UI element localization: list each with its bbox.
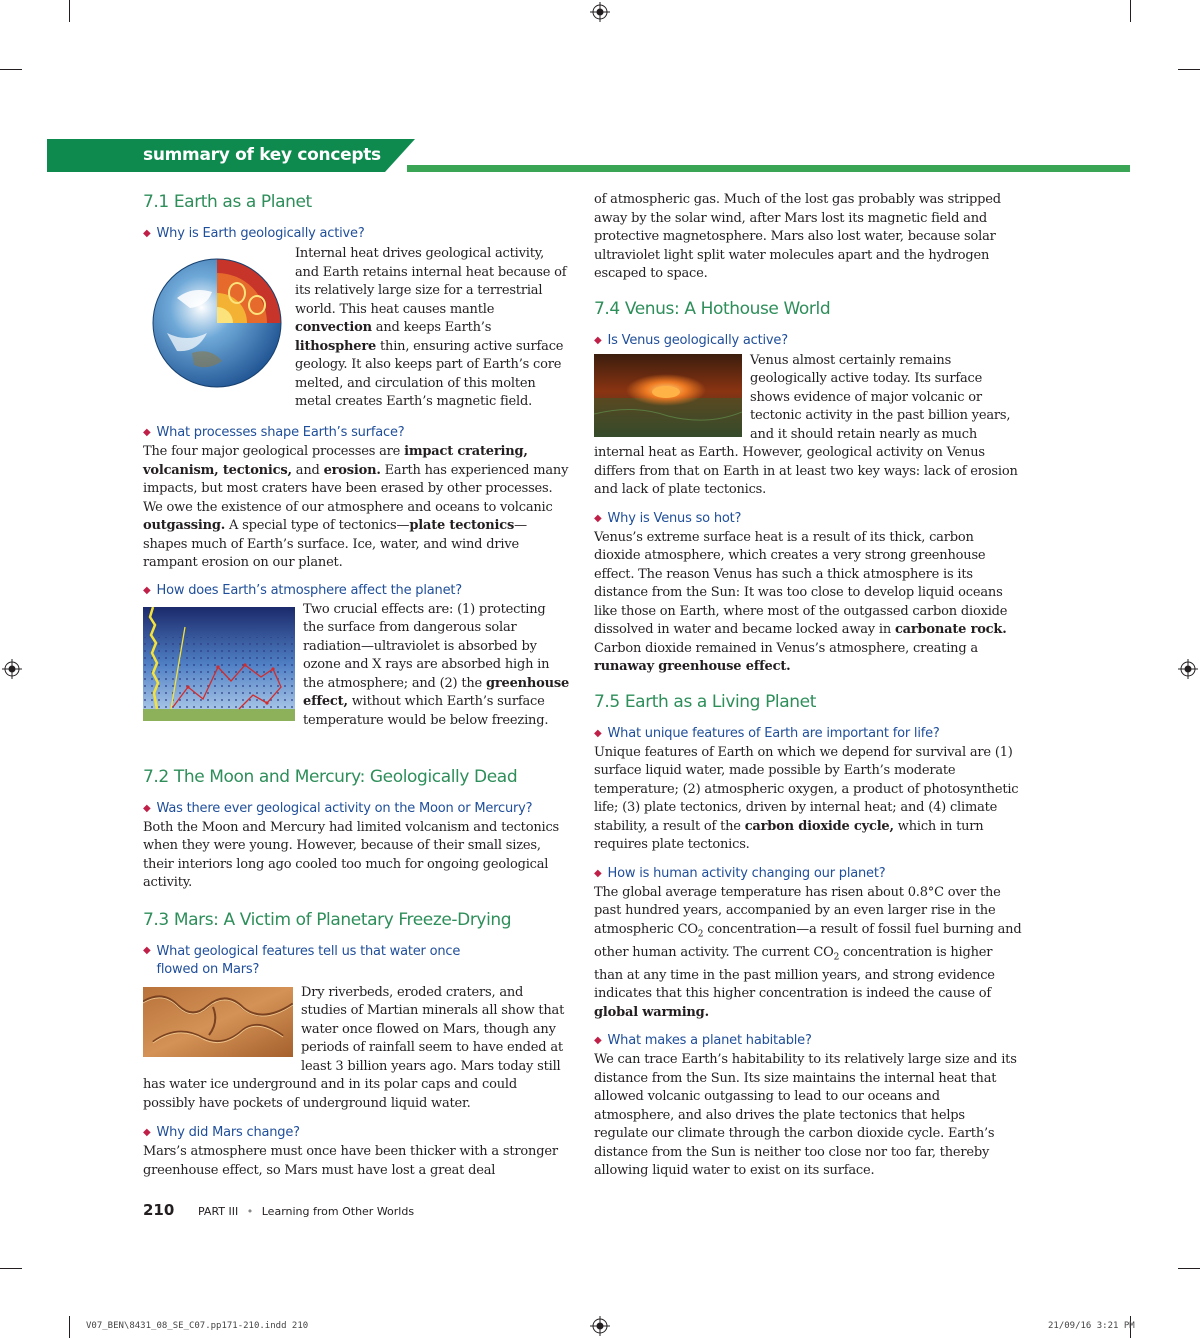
- question-heading: ◆ What geological features tell us that water once flowed on Mars?: [143, 943, 461, 977]
- registration-mark-icon: [590, 2, 610, 22]
- question-heading: ◆ What unique features of Earth are important for life?: [594, 725, 940, 741]
- section-title-7-3: 7.3 Mars: A Victim of Planetary Freeze-Drying: [143, 909, 512, 930]
- paragraph: The global average temperature has risen about 0.8°C over the past hundred years, accompanied by an even larger rise in the atmospheric $CO_2$ concentration—a result of fossil fuel burning and other human activity. The current $CO_2$ concentration is higher than at any time in the past million years, and strong evidence indicates that this higher concentration is indeed the cause of global warming.: [594, 884, 1022, 1020]
- question-heading: ◆ Why is Earth geologically active?: [143, 226, 365, 241]
- question-heading: ◆ How is human activity changing our planet?: [594, 865, 886, 881]
- paragraph: Unique features of Earth on which we depend for survival are (1) surface liquid water, made possible by Earth’s moderate temperature; (2) atmospheric oxygen, a product of photosynthetic life; (3) plate tectonics, driven by internal heat; and (4) climate stability, a result of the carbon dioxide cycle, which in turn requires plate tectonics.: [594, 744, 1019, 852]
- file-slug: V07_BEN\8431_08_SE_C07.pp171-210.indd 210: [86, 1321, 309, 1331]
- crop-mark: [1130, 0, 1131, 22]
- paragraph: We can trace Earth’s habitability to its relatively large size and its distance from the Sun. Its size maintains the internal heat that allowed volcanic outgassing to lead to our oceans and atmosphere, and also drives the plate tectonics that helps regulate our climate through the carbon dioxide cycle. Earth’s distance from the Sun is neither too close nor too far, thereby allowing liquid water to exist on its surface.: [594, 1052, 1017, 1179]
- bullet-diamond-icon: ◆: [143, 802, 151, 814]
- paragraph: Mars’s atmosphere must once have been thicker with a stronger greenhouse effect, so Mars must have lost a great deal: [143, 1144, 558, 1178]
- section-title-7-4: 7.4 Venus: A Hothouse World: [594, 298, 831, 319]
- paragraph: Both the Moon and Mercury had limited volcanism and tectonics when they were young. However, because of their small sizes, their interiors long ago cooled too much for ongoing geological activity.: [143, 819, 560, 890]
- question-heading: ◆ Why did Mars change?: [143, 1125, 300, 1140]
- bullet-diamond-icon: ◆: [594, 727, 602, 739]
- question-heading: ◆ What makes a planet habitable?: [594, 1033, 812, 1049]
- bullet-diamond-icon: ◆: [143, 228, 151, 239]
- registration-mark-icon: [590, 1316, 610, 1336]
- crop-mark: [69, 1316, 70, 1338]
- crop-mark: [0, 1268, 22, 1269]
- question-heading: ◆ Is Venus geologically active?: [594, 332, 788, 348]
- venus-volcano-icon: [594, 354, 742, 437]
- bullet-diamond-icon: ◆: [594, 512, 602, 524]
- mars-riverbed-icon: [143, 987, 293, 1057]
- section-title-7-1: 7.1 Earth as a Planet: [143, 192, 312, 212]
- question-heading: ◆ Why is Venus so hot?: [594, 510, 742, 526]
- registration-mark-icon: [2, 659, 22, 679]
- question-heading: ◆ Was there ever geological activity on the Moon or Mercury?: [143, 800, 533, 816]
- bullet-diamond-icon: ◆: [143, 427, 151, 438]
- left-column: [143, 192, 570, 1180]
- bullet-diamond-icon: ◆: [143, 1127, 151, 1138]
- summary-banner: [47, 139, 1130, 172]
- atmosphere-block: [143, 601, 570, 749]
- crop-mark: [1178, 69, 1200, 70]
- bullet-diamond-icon: ◆: [594, 867, 602, 879]
- paragraph: Dry riverbeds, eroded craters, and studies of Martian minerals all show that water once flowed on Mars, though any periods of rainfall seem to have ended at least 3 billion years ago. Mars today still has water ice underground and in its polar caps and could possibly have pockets of underground liquid water.: [143, 984, 565, 1111]
- section-title-7-2: 7.2 The Moon and Mercury: Geologically Dead: [143, 766, 518, 787]
- paragraph: of atmospheric gas. Much of the lost gas probably was stripped away by the solar wind, after Mars lost its magnetic field and protective magnetosphere. Mars also lost water, because solar ultraviolet light split water molecules apart and the hydrogen escaped to space.: [594, 192, 1001, 281]
- question-heading: ◆ How does Earth’s atmosphere affect the planet?: [143, 582, 462, 598]
- registration-mark-icon: [1178, 659, 1198, 679]
- banner-rule: [407, 165, 1130, 172]
- running-footer: PART III • Learning from Other Worlds: [198, 1205, 415, 1218]
- bullet-diamond-icon: ◆: [594, 1035, 602, 1047]
- section-title-7-5: 7.5 Earth as a Living Planet: [594, 691, 816, 712]
- question-heading: ◆ What processes shape Earth’s surface?: [143, 425, 405, 440]
- date-slug: 21/09/16 3:21 PM: [1048, 1321, 1135, 1331]
- paragraph: Two crucial effects are: (1) protecting the surface from dangerous solar radiation—ultraviolet is absorbed by ozone and X rays are absorbed high in the atmosphere; and (2) the greenhouse effect, without which Earth’s surface temperature would be below freezing.: [303, 601, 570, 728]
- page-number: 210: [143, 1201, 175, 1219]
- right-column: [594, 191, 1022, 1181]
- crop-mark: [0, 69, 22, 70]
- paragraph: Internal heat drives geological activity, and Earth retains internal heat because of its relatively large size for a terrestrial world. This heat causes mantle convection and keeps Earth’s lithosphere thin, ensuring active surface geology. It also keeps part of Earth’s core melted, and circulation of this molten metal creates Earth’s magnetic field.: [295, 246, 567, 409]
- bullet-diamond-icon: ◆: [143, 944, 151, 956]
- earth-cutaway-icon: [147, 253, 287, 393]
- banner-title: summary of key concepts: [143, 145, 381, 165]
- atmosphere-diagram-icon: [143, 607, 295, 721]
- paragraph: Venus’s extreme surface heat is a result of its thick, carbon dioxide atmosphere, which creates a very strong greenhouse effect. The reason Venus has such a thick atmosphere is its distance from the Sun: It was too close to develop liquid oceans like those on Earth, where most of the outgassed carbon dioxide dissolved in water and became locked away in carbonate rock. Carbon dioxide remained in Venus’s atmosphere, creating a runaway greenhouse effect.: [594, 529, 1008, 674]
- bullet-diamond-icon: ◆: [594, 334, 602, 346]
- crop-mark: [1178, 1268, 1200, 1269]
- bullet-diamond-icon: ◆: [143, 584, 151, 596]
- paragraph: Venus almost certainly remains geologically active today. Its surface shows evidence of major volcanic or tectonic activity in the past billion years, and it should retain nearly as much internal heat as Earth. However, geological activity on Venus differs from that on Earth in at least two key ways: lack of erosion and lack of plate tectonics.: [594, 352, 1018, 497]
- crop-mark: [69, 0, 70, 22]
- earth-block: [143, 245, 570, 419]
- paragraph: The four major geological processes are impact cratering, volcanism, tectonics, and erosion. Earth has experienced many impacts, but most craters have been erased by other processes. We owe the existence of our atmosphere and oceans to volcanic outgassing. A special type of tectonics—plate tectonics—shapes much of Earth’s surface. Ice, water, and wind drive rampant erosion on our planet.: [143, 444, 569, 570]
